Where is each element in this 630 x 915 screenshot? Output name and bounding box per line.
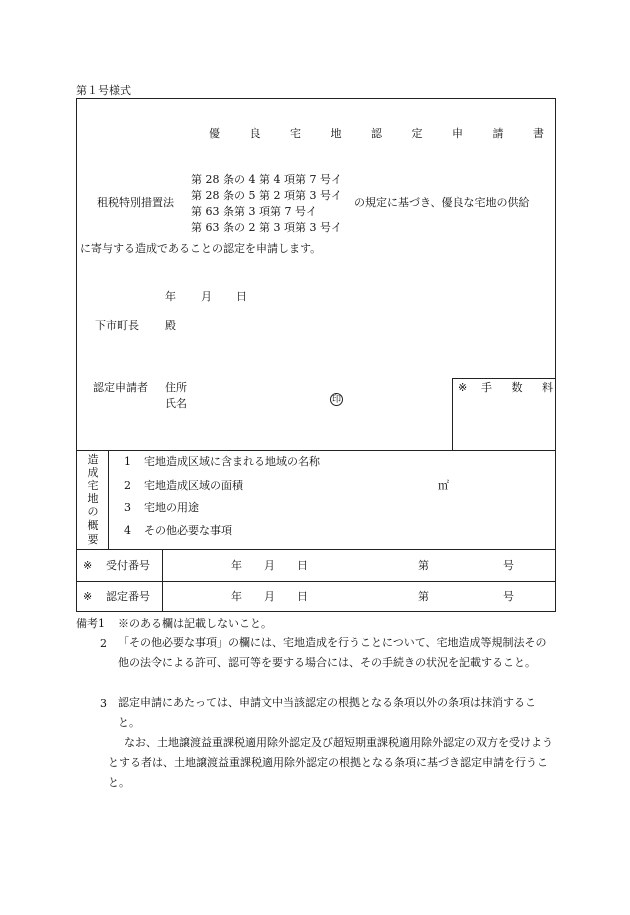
note-3-sub: なお、土地譲渡益重課税適用除外認定及び超短期重課税適用除外認定の双方を受けようとする者は、土地譲渡益重課税適用除外認定の根拠となる条項に基づき認定申請を行うこと。 <box>108 736 553 789</box>
certification-year: 年 <box>231 590 242 603</box>
area-unit: ㎡ <box>438 479 449 492</box>
receipt-label: 受付番号 <box>106 559 150 572</box>
name-label: 氏名 <box>165 397 187 410</box>
overview-item-text: 宅地の用途 <box>144 501 199 514</box>
applicant-label: 認定申請者 <box>93 381 148 394</box>
fee-mark: ※ <box>458 381 468 394</box>
overview-item-text: その他必要な事項 <box>144 524 232 537</box>
overview-heading-char: 成 <box>87 466 99 479</box>
overview-heading-char: 概 <box>87 519 99 532</box>
overview-item-num: 1 <box>124 455 131 468</box>
provision-1: 第 28 条の 4 第 4 項第 7 号イ <box>191 173 342 186</box>
note-1: ※のある欄は記載しないこと。 <box>118 617 272 630</box>
overview-item-num: 3 <box>124 501 131 514</box>
certification-day: 日 <box>297 590 308 603</box>
address-label: 住所 <box>165 381 187 394</box>
date-year-label: 年 <box>165 290 176 303</box>
overview-heading-char: の <box>87 505 99 518</box>
overview-heading-char: 造 <box>87 453 99 466</box>
receipt-month: 月 <box>264 559 275 572</box>
certification-month: 月 <box>264 590 275 603</box>
overview-heading-char: 要 <box>87 533 99 546</box>
receipt-year: 年 <box>231 559 242 572</box>
receipt-no-suffix: 号 <box>503 559 514 572</box>
addressee-name: 下市町長 <box>95 319 139 332</box>
receipt-no-prefix: 第 <box>418 559 429 572</box>
certification-no-prefix: 第 <box>418 590 429 603</box>
certification-mark: ※ <box>83 590 93 603</box>
overview-item-num: 2 <box>124 479 131 492</box>
overview-heading-char: 宅 <box>87 479 99 492</box>
form-title: 優 良 宅 地 認 定 申 請 書 <box>209 127 557 140</box>
seal-mark: 印 <box>331 395 341 405</box>
note-2-num: 2 <box>100 637 107 650</box>
form-number: 第１号様式 <box>76 84 131 97</box>
overview-item-text: 宅地造成区域の面積 <box>144 479 243 492</box>
statement-part1: の規定に基づき、優良な宅地の供給 <box>354 196 530 209</box>
provision-4: 第 63 条の 2 第 3 項第 3 号イ <box>191 221 342 234</box>
date-day-label: 日 <box>236 290 247 303</box>
overview-heading-char: 地 <box>87 492 99 505</box>
provision-2: 第 28 条の 5 第 2 項第 3 号イ <box>191 189 342 202</box>
notes-label: 備考1 <box>76 617 105 630</box>
date-month-label: 月 <box>201 290 212 303</box>
note-3: 認定申請にあたっては、申請文中当該認定の根拠となる条項以外の条項は抹消すること。 <box>118 696 536 729</box>
certification-label: 認定番号 <box>106 590 150 603</box>
receipt-mark: ※ <box>83 559 93 572</box>
receipt-day: 日 <box>297 559 308 572</box>
overview-item-text: 宅地造成区域に含まれる地域の名称 <box>144 455 320 468</box>
fee-label: 手 数 料 <box>481 381 561 394</box>
note-3-num: 3 <box>100 697 107 710</box>
note-2: 「その他必要な事項」の欄には、宅地造成を行うことについて、宅地造成等規制法その他の法令による許可、認可等を要する場合には、その手続きの状況を記載すること。 <box>118 636 547 669</box>
overview-item-num: 4 <box>124 524 131 537</box>
certification-no-suffix: 号 <box>503 590 514 603</box>
provision-3: 第 63 条第 3 項第 7 号イ <box>191 205 317 218</box>
addressee-honorific: 殿 <box>165 319 176 332</box>
law-name: 租税特別措置法 <box>97 196 174 209</box>
statement-part2: に寄与する造成であることの認定を申請します。 <box>80 242 322 255</box>
